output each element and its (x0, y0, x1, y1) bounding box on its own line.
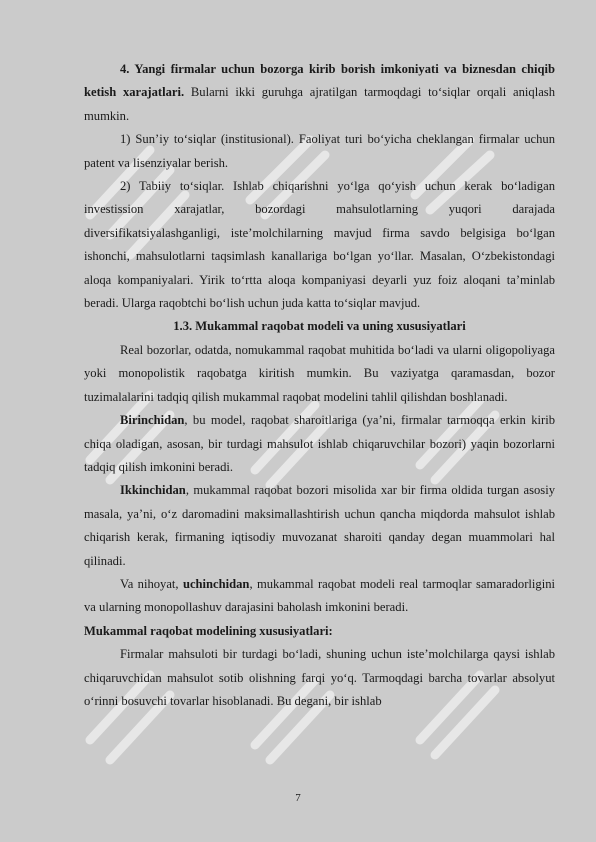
paragraph-barriers-intro (84, 58, 555, 128)
paragraph-text: Bularni ikki guruhga ajratilgan tarmoqdagi to‘siqlar orqali aniqlash mumkin. (84, 85, 555, 123)
document-body (84, 58, 555, 713)
paragraph-natural-barriers: 2) Tabiiy to‘siqlar. Ishlab chiqarishni yo‘lga qo‘yish uchun kerak bo‘ladigan investission xarajatlar, bozordagi mahsulotlarning yuqori darajada diversifikatsiyalashganligi, iste’molchilarning mavjud firma savdo belgisiga bo‘lgan ishonchi, mahsulotlarni taqsimlash kanallariga bo‘lgan yo‘llar. Masalan, O‘zbekistondagi aloqa kompaniyalari. Yirik to‘rtta aloqa kompaniyasi deyarli yuz foiz aloqani ta’minlab beradi. Ularga raqobtchi bo‘lish uchun juda katta to‘siqlar mavjud. (84, 179, 555, 311)
paragraph-text: , mukammal raqobat modeli real tarmoqlar samaradorligini va ularning monopollashuv darajasini baholash imkonini beradi. (84, 576, 555, 615)
bold-term: uchinchidan (182, 576, 250, 591)
paragraph-text: Va nihoyat, (120, 576, 183, 591)
paragraph-text: , mukammal raqobat bozori misolida xar bir firma oldida turgan asosiy masala, ya’ni, o‘z daromadini maksimallashtirish uchun qancha miqdorda mahsulot ishlab chiqarish kerak, firmaning iqtisodiy muvozanat sharoiti qanday degan muammolari hal qilinadi. (84, 483, 555, 568)
paragraph-second (84, 479, 555, 573)
paragraph-homogeneous-products: Firmalar mahsuloti bir turdagi bo‘ladi, shuning uchun iste’molchilarga qaysi ishlab chiqaruvchidan mahsulot sotib olishning farqi yo‘q. Tarmoqdagi barcha tovarlar absolyut o‘rinni bosuvchi tovarlar hisoblanadi. Bu degani, bir ishlab (84, 647, 555, 708)
page-number: 7 (295, 792, 301, 804)
bold-heading: Mukammal raqobat modelining xususiyatlari: (84, 623, 333, 638)
paragraph-text: , bu model, raqobat sharoitlariga (ya’ni, firmalar tarmoqqa erkin kirib chiqa oladigan, asosan, bir turdagi mahsulot ishlab chiqaruvchilar bozori) yaqin bozorlarni tadqiq qilish imkonini beradi. (84, 413, 555, 474)
paragraph-features-heading (84, 620, 555, 643)
paragraph-first (84, 409, 555, 479)
section-heading: 1.3. Mukammal raqobat modeli va uning xususiyatlari (173, 319, 466, 334)
bold-term: Birinchidan (120, 413, 185, 428)
paragraph-third (84, 573, 555, 620)
bold-term: Ikkinchidan (120, 483, 186, 498)
paragraph-artificial-barriers: 1) Sun’iy to‘siqlar (institusional). Faoliyat turi bo‘yicha cheklangan firmalar uchun patent va lisenziyalar berish. (84, 132, 555, 170)
section-title-bold: 4. Yangi firmalar uchun bozorga kirib borish imkoniyati va biznesdan chiqib ketish xarajatlari. (84, 62, 555, 100)
paragraph-real-markets: Real bozorlar, odatda, nomukammal raqobat muhitida bo‘ladi va ularni oligopoliyaga yoki monopolistik raqobatga kiritish mumkin. Bu vaziyatga qaramasdan, bozor tuzimalalarini tadqiq qilish mukammal raqobat modelini tahlil qilishdan boshlanadi. (84, 342, 555, 404)
